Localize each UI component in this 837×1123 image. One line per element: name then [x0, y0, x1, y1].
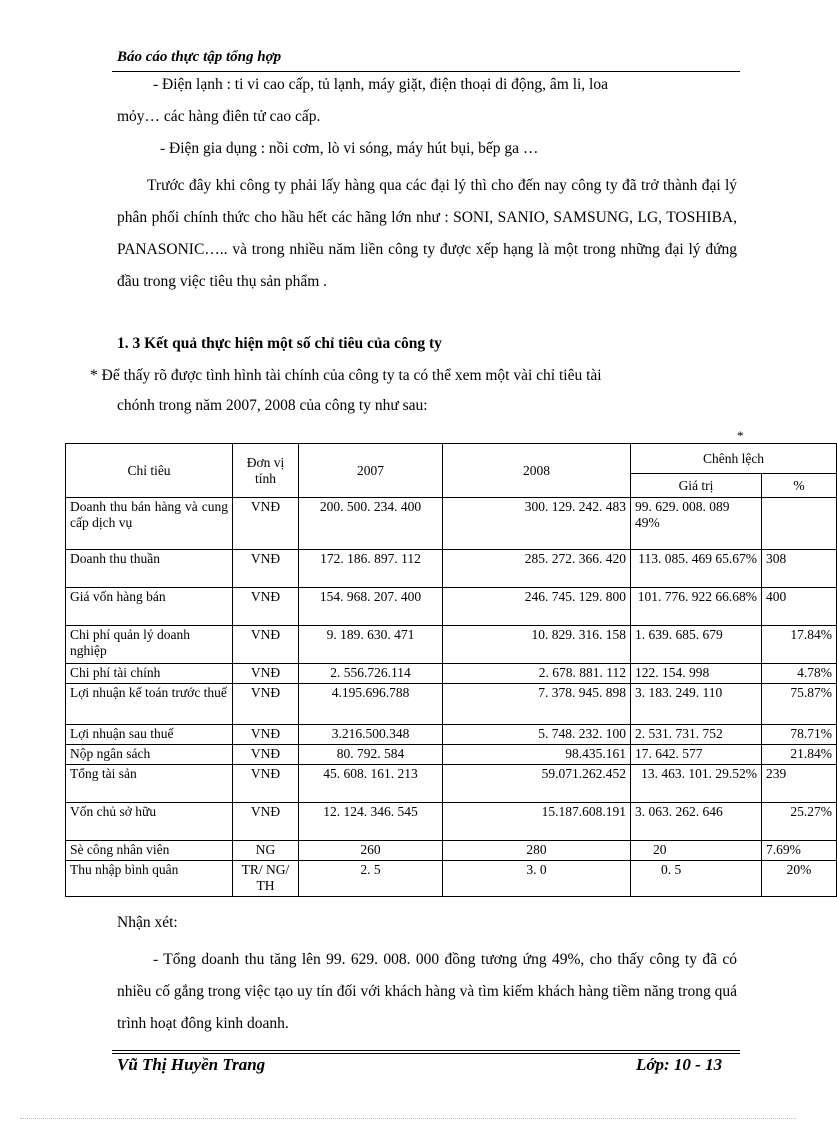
cell-2008: 5. 748. 232. 100	[443, 725, 631, 745]
indicator-table	[65, 443, 837, 897]
cell-unit: VNĐ	[233, 725, 299, 745]
cell-2007: 12. 124. 346. 545	[299, 803, 443, 841]
cell-2008: 3. 0	[443, 861, 631, 897]
cell-unit: VNĐ	[233, 765, 299, 803]
cell-value: 20	[631, 841, 762, 861]
cell-2008: 300. 129. 242. 483	[443, 498, 631, 550]
cell-unit: VNĐ	[233, 498, 299, 550]
cell-2007: 154. 968. 207. 400	[299, 588, 443, 626]
page-bottom-border	[20, 1118, 796, 1119]
cell-pct: 7.69%	[762, 841, 837, 861]
cell-unit: VNĐ	[233, 664, 299, 684]
cell-2007: 80. 792. 584	[299, 745, 443, 765]
header-rule	[112, 71, 740, 72]
intro-line-2: mỏy… các hàng điên tử cao cấp.	[117, 108, 321, 125]
cell-unit: VNĐ	[233, 550, 299, 588]
cell-value: 0. 5	[631, 861, 762, 897]
cell-2008: 280	[443, 841, 631, 861]
cell-pct: 308	[762, 550, 837, 588]
cell-indicator: Chi phí quản lý doanh nghiệp	[66, 626, 233, 664]
cell-unit: TR/ NG/ TH	[233, 861, 299, 897]
header-value: Giá trị	[631, 474, 762, 498]
remarks-title: Nhận xét:	[117, 914, 178, 931]
table-row	[66, 498, 837, 550]
cell-pct: 17.84%	[762, 626, 837, 664]
cell-indicator: Tổng tài sản	[66, 765, 233, 803]
cell-indicator: Lợi nhuận kế toán trước thuế	[66, 684, 233, 725]
cell-2007: 45. 608. 161. 213	[299, 765, 443, 803]
table-row	[66, 550, 837, 588]
section-line-1: * Để thấy rõ được tình hình tài chính của công ty ta có thể xem một vài chỉ tiêu tài	[90, 367, 602, 384]
cell-pct: 4.78%	[762, 664, 837, 684]
footer-author: Vũ Thị Huyền Trang	[117, 1055, 266, 1074]
cell-indicator: Giá vốn hàng bán	[66, 588, 233, 626]
cell-2008: 15.187.608.191	[443, 803, 631, 841]
cell-value: 13. 463. 101. 29.52%	[631, 765, 762, 803]
intro-line-3: - Điện gia dụng : nồi cơm, lò vi sóng, máy hút bụi, bếp ga …	[160, 140, 539, 157]
header-2007: 2007	[299, 444, 443, 498]
cell-pct: 400	[762, 588, 837, 626]
cell-value: 1. 639. 685. 679	[631, 626, 762, 664]
cell-2007: 2. 5	[299, 861, 443, 897]
cell-2008: 59.071.262.452	[443, 765, 631, 803]
cell-unit: VNĐ	[233, 588, 299, 626]
footer-class: Lớp: 10 - 13	[636, 1055, 723, 1074]
cell-indicator: Doanh thu bán hàng và cung cấp dịch vụ	[66, 498, 233, 550]
table-row	[66, 725, 837, 745]
table-row	[66, 803, 837, 841]
asterisk-note: *	[737, 428, 744, 443]
cell-pct: 21.84%	[762, 745, 837, 765]
intro-line-1: - Điện lạnh : ti vi cao cấp, tủ lạnh, máy giặt, điện thoại di động, âm li, loa	[153, 76, 608, 93]
table-row	[66, 765, 837, 803]
cell-value: 2. 531. 731. 752	[631, 725, 762, 745]
cell-pct: 20%	[762, 861, 837, 897]
cell-unit: VNĐ	[233, 745, 299, 765]
cell-pct: 78.71%	[762, 725, 837, 745]
cell-unit: VNĐ	[233, 803, 299, 841]
header-indicator: Chỉ tiêu	[66, 444, 233, 498]
cell-indicator: Chi phí tài chính	[66, 664, 233, 684]
cell-2007: 4.195.696.788	[299, 684, 443, 725]
cell-value: 99. 629. 008. 089 49%	[631, 498, 762, 550]
cell-pct: 25.27%	[762, 803, 837, 841]
cell-indicator: Sè công nhân viên	[66, 841, 233, 861]
cell-2007: 260	[299, 841, 443, 861]
cell-indicator: Doanh thu thuần	[66, 550, 233, 588]
cell-2008: 10. 829. 316. 158	[443, 626, 631, 664]
table-row	[66, 664, 837, 684]
header-pct: %	[762, 474, 837, 498]
cell-unit: VNĐ	[233, 684, 299, 725]
table-body	[66, 498, 837, 897]
cell-value: 113. 085. 469 65.67%	[631, 550, 762, 588]
cell-2008: 7. 378. 945. 898	[443, 684, 631, 725]
cell-indicator: Nộp ngân sách	[66, 745, 233, 765]
cell-2008: 2. 678. 881. 112	[443, 664, 631, 684]
cell-value: 3. 063. 262. 646	[631, 803, 762, 841]
table-row	[66, 684, 837, 725]
table-row	[66, 745, 837, 765]
table-row	[66, 861, 837, 897]
section-heading: 1. 3 Kết quả thực hiện một số chỉ tiêu của công ty	[117, 335, 442, 352]
cell-2008: 98.435.161	[443, 745, 631, 765]
cell-value: 122. 154. 998	[631, 664, 762, 684]
cell-value: 3. 183. 249. 110	[631, 684, 762, 725]
intro-paragraph: Trước đây khi công ty phải lấy hàng qua các đại lý thì cho đến nay công ty đã trở thành đại lý phân phối chính thức cho hầu hết các hãng lớn như : SONI, SANIO, SAMSUNG, LG, TOSHIBA, PANASONIC….. và trong nhiều năm liền công ty được xếp hạng là một trong những đại lý đứng đầu trong việc tiêu thụ sản phẩm .	[117, 177, 737, 290]
table-row	[66, 588, 837, 626]
cell-pct: 239	[762, 765, 837, 803]
header-title: Báo cáo thực tập tổng hợp	[117, 49, 282, 65]
remarks-paragraph: - Tổng doanh thu tăng lên 99. 629. 008. 000 đồng tương ứng 49%, cho thấy công ty đã có nhiều cố gắng trong việc tạo uy tín đối với khách hàng và tìm kiếm khách hàng tiềm năng trong quá trình hoạt đông kinh doanh.	[117, 951, 737, 1032]
cell-2008: 246. 745. 129. 800	[443, 588, 631, 626]
table-row	[66, 626, 837, 664]
cell-2007: 200. 500. 234. 400	[299, 498, 443, 550]
header-diff: Chênh lệch	[631, 444, 837, 474]
cell-2007: 172. 186. 897. 112	[299, 550, 443, 588]
cell-2008: 285. 272. 366. 420	[443, 550, 631, 588]
cell-unit: NG	[233, 841, 299, 861]
cell-2007: 3.216.500.348	[299, 725, 443, 745]
cell-indicator: Vốn chủ sở hữu	[66, 803, 233, 841]
footer-rule	[112, 1050, 740, 1051]
cell-pct: 75.87%	[762, 684, 837, 725]
header-unit: Đơn vị tính	[233, 444, 299, 498]
cell-indicator: Lợi nhuận sau thuế	[66, 725, 233, 745]
cell-indicator: Thu nhập bình quân	[66, 861, 233, 897]
cell-2007: 2. 556.726.114	[299, 664, 443, 684]
header-2008: 2008	[443, 444, 631, 498]
table-row	[66, 841, 837, 861]
cell-value: 17. 642. 577	[631, 745, 762, 765]
cell-unit: VNĐ	[233, 626, 299, 664]
cell-2007: 9. 189. 630. 471	[299, 626, 443, 664]
cell-pct	[762, 498, 837, 550]
section-line-2: chónh trong năm 2007, 2008 của công ty như sau:	[117, 397, 428, 414]
footer-rule-double	[112, 1053, 740, 1054]
cell-value: 101. 776. 922 66.68%	[631, 588, 762, 626]
